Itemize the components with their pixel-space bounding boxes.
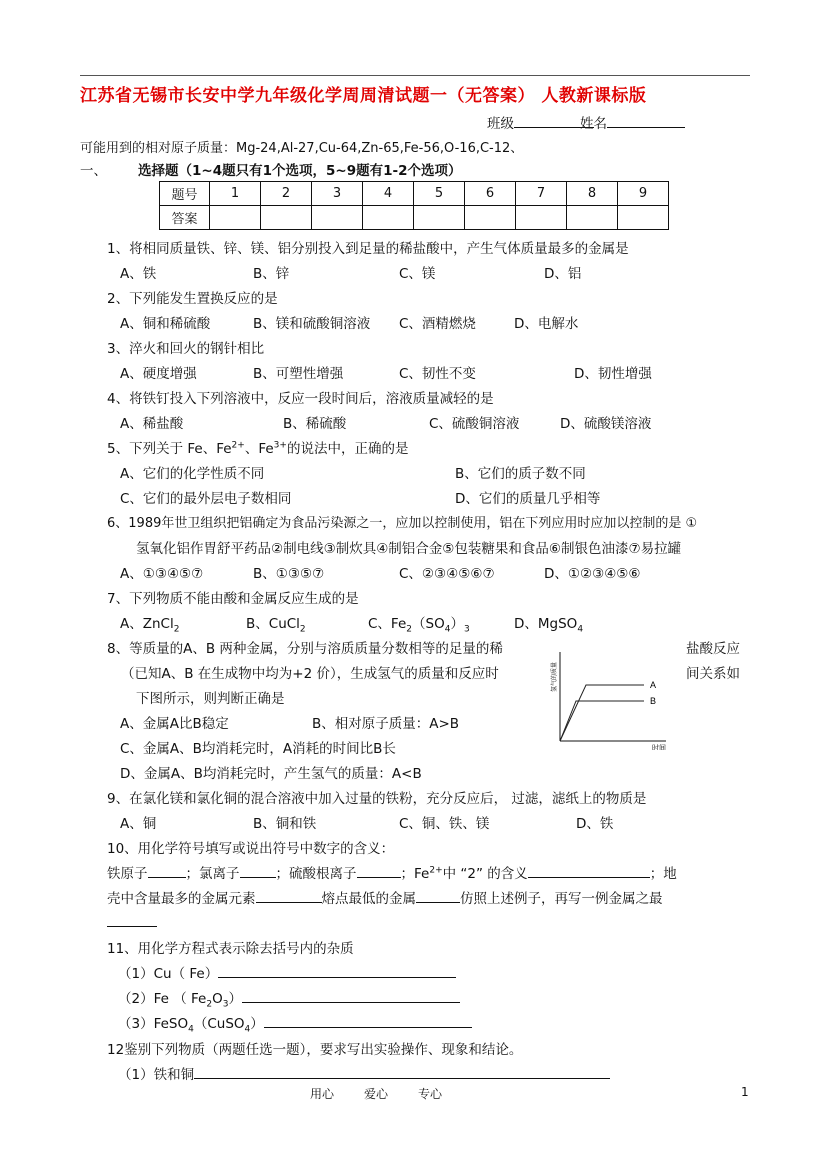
question-8-line2: （已知A、B 在生成物中均为+2 价），生成氢气的质量和反应时: [121, 666, 499, 682]
page-number: 1: [741, 1085, 749, 1099]
question-4: 4、将铁钉投入下列溶液中，反应一段时间后，溶液质量减轻的是: [107, 391, 494, 407]
x-axis-label: 时间: [652, 744, 666, 750]
option-b: B、它们的质子数不同: [455, 466, 586, 482]
answer-cell[interactable]: [567, 206, 618, 230]
table-cell: 3: [312, 182, 363, 206]
question-10-line1: 铁原子 ；氯离子 ；硫酸根离子 ；$Fe^{2+}$中 “2” 的含义 ；地: [107, 865, 677, 882]
table-row: [160, 182, 669, 206]
table-cell: 1: [210, 182, 261, 206]
question-8: 8、等质量的A、B 两种金属，分别与溶质质量分数相等的足量的稀: [107, 641, 503, 657]
answer-cell[interactable]: [261, 206, 312, 230]
option-b: B、可塑性增强: [253, 366, 344, 382]
name-field: 姓名: [580, 112, 685, 132]
fill-blank[interactable]: [242, 989, 460, 1003]
option-d: D、它们的质量几乎相等: [455, 491, 601, 507]
table-cell: 7: [516, 182, 567, 206]
option-c: C、$Fe_2(SO_4)_3$: [368, 616, 470, 635]
question-5: 5、下列关于 Fe、$Fe^{2+}$、$Fe^{3+}$的说法中，正确的是: [107, 440, 409, 457]
fill-blank[interactable]: [357, 864, 401, 878]
option-c: C、酒精燃烧: [399, 316, 476, 332]
question-11-item3: （3）FeSO$_4$（CuSO$_4$）: [118, 1012, 472, 1035]
question-11-item2: （2）Fe （ $Fe_2O_3$）: [118, 987, 460, 1010]
table-header: 题号: [160, 182, 210, 206]
fill-blank[interactable]: [264, 1014, 472, 1028]
option-a: A、ZnCl$_2$: [120, 616, 180, 635]
question-2: 2、下列能发生置换反应的是: [107, 291, 278, 307]
table-cell: 6: [465, 182, 516, 206]
question-12-item1: （1）铁和铜: [118, 1063, 610, 1083]
fill-blank[interactable]: [416, 889, 460, 903]
chart-svg: [548, 648, 673, 750]
option-c: C、金属A、B均消耗完时，A消耗的时间比B长: [120, 741, 396, 757]
question-11: 11、用化学方程式表示除去括号内的杂质: [107, 941, 354, 957]
answer-cell[interactable]: [210, 206, 261, 230]
option-a: A、稀盐酸: [120, 416, 184, 432]
option-a: A、它们的化学性质不同: [120, 466, 265, 482]
option-a: A、硬度增强: [120, 366, 197, 382]
question-10-line3: [107, 913, 157, 931]
option-d: D、硫酸镁溶液: [560, 416, 652, 432]
table-cell: 2: [261, 182, 312, 206]
option-b: B、①③⑤⑦: [253, 566, 325, 582]
page-footer: 用心 爱心 专心: [310, 1087, 443, 1101]
option-a: A、铜和稀硫酸: [120, 316, 211, 332]
table-cell: 4: [363, 182, 414, 206]
series-b-line: [560, 701, 644, 741]
question-3: 3、淬火和回火的钢针相比: [107, 341, 265, 357]
question-10-line2: 壳中含量最多的金属元素 熔点最低的金属 仿照上述例子，再写一例金属之最: [107, 891, 663, 907]
option-d: D、电解水: [514, 316, 579, 332]
answer-cell[interactable]: [516, 206, 567, 230]
fill-blank[interactable]: [240, 864, 276, 878]
class-field: 班级: [487, 112, 594, 132]
option-b: B、镁和硫酸铜溶液: [253, 316, 371, 332]
option-c: C、硫酸铜溶液: [429, 416, 520, 432]
fill-blank[interactable]: [218, 964, 456, 978]
fill-blank[interactable]: [194, 1065, 610, 1079]
fill-blank[interactable]: [107, 913, 157, 927]
option-a: A、铜: [120, 816, 157, 832]
section-title: 选择题（1~4题只有1个选项，5~9题有1-2个选项）: [138, 163, 462, 179]
question-1: 1、将相同质量铁、锌、镁、铝分别投入到足量的稀盐酸中，产生气体质量最多的金属是: [107, 241, 629, 257]
answer-cell[interactable]: [363, 206, 414, 230]
table-cell: 9: [618, 182, 669, 206]
table-cell: 8: [567, 182, 618, 206]
option-d: D、韧性增强: [574, 366, 652, 382]
option-d: D、铝: [544, 266, 582, 282]
answer-table: [159, 181, 669, 230]
fill-blank[interactable]: [148, 864, 186, 878]
fill-blank[interactable]: [528, 864, 650, 878]
question-12: 12鉴别下列物质（两题任选一题），要求写出实验操作、现象和结论。: [107, 1042, 523, 1058]
question-7: 7、下列物质不能由酸和金属反应生成的是: [107, 591, 359, 607]
option-a: A、铁: [120, 266, 157, 282]
series-a-line: [560, 685, 644, 741]
option-d: D、①②③④⑤⑥: [544, 566, 641, 582]
series-b-label: B: [650, 696, 657, 706]
fill-blank[interactable]: [256, 889, 322, 903]
answer-cell[interactable]: [465, 206, 516, 230]
option-d: D、金属A、B均消耗完时，产生氢气的质量：A<B: [120, 766, 422, 782]
table-row: [160, 206, 669, 230]
question-8-right1: 盐酸反应: [686, 641, 740, 657]
question-8-line3: 下图所示，则判断正确是: [136, 691, 285, 707]
option-b: B、稀硫酸: [283, 416, 347, 432]
atomic-mass-line: 可能用到的相对原子质量：Mg-24,Al-27,Cu-64,Zn-65,Fe-56,O-16,C-12、: [80, 141, 524, 156]
option-b: B、铜和铁: [253, 816, 317, 832]
question-11-item1: （1）Cu（ Fe）: [118, 962, 456, 982]
option-c: C、镁: [399, 266, 436, 282]
option-c: C、②③④⑤⑥⑦: [399, 566, 495, 582]
question-6: 6、1989年世卫组织把铝确定为食品污染源之一，应加以控制使用，铝在下列应用时应加以控制的是 ①: [107, 516, 698, 531]
page-title: 江苏省无锡市长安中学九年级化学周周清试题一（无答案） 人教新课标版: [80, 86, 647, 106]
option-a: A、①③④⑤⑦: [120, 566, 204, 582]
answer-cell[interactable]: [618, 206, 669, 230]
option-c: C、韧性不变: [399, 366, 476, 382]
option-d: D、MgSO$_4$: [514, 616, 584, 635]
question-10: 10、用化学符号填写或说出符号中数字的含义：: [107, 841, 395, 857]
answer-cell[interactable]: [312, 206, 363, 230]
top-rule: [80, 75, 750, 76]
answer-cell[interactable]: [414, 206, 465, 230]
option-a: A、金属A比B稳定: [120, 716, 229, 732]
option-c: C、它们的最外层电子数相同: [120, 491, 292, 507]
question-9: 9、在氯化镁和氯化铜的混合溶液中加入过量的铁粉，充分反应后， 过滤，滤纸上的物质是: [107, 791, 647, 807]
y-axis-label: 氢气的质量: [551, 661, 558, 692]
option-c: C、铜、铁、镁: [399, 816, 490, 832]
option-b: B、相对原子质量：A>B: [312, 716, 460, 732]
table-cell: 5: [414, 182, 465, 206]
table-header: 答案: [160, 206, 210, 230]
series-a-label: A: [650, 680, 657, 690]
option-d: D、铁: [576, 816, 614, 832]
question-6-line2: 氢氧化铝作胃舒平药品②制电线③制炊具④制铝合金⑤包装糖果和食品⑥制银色油漆⑦易拉罐: [136, 541, 682, 557]
hydrogen-time-chart: [548, 648, 673, 754]
question-8-right2: 间关系如: [686, 666, 740, 682]
option-b: B、锌: [253, 266, 290, 282]
section-number: 一、: [80, 163, 107, 179]
option-b: B、CuCl$_2$: [246, 616, 306, 635]
